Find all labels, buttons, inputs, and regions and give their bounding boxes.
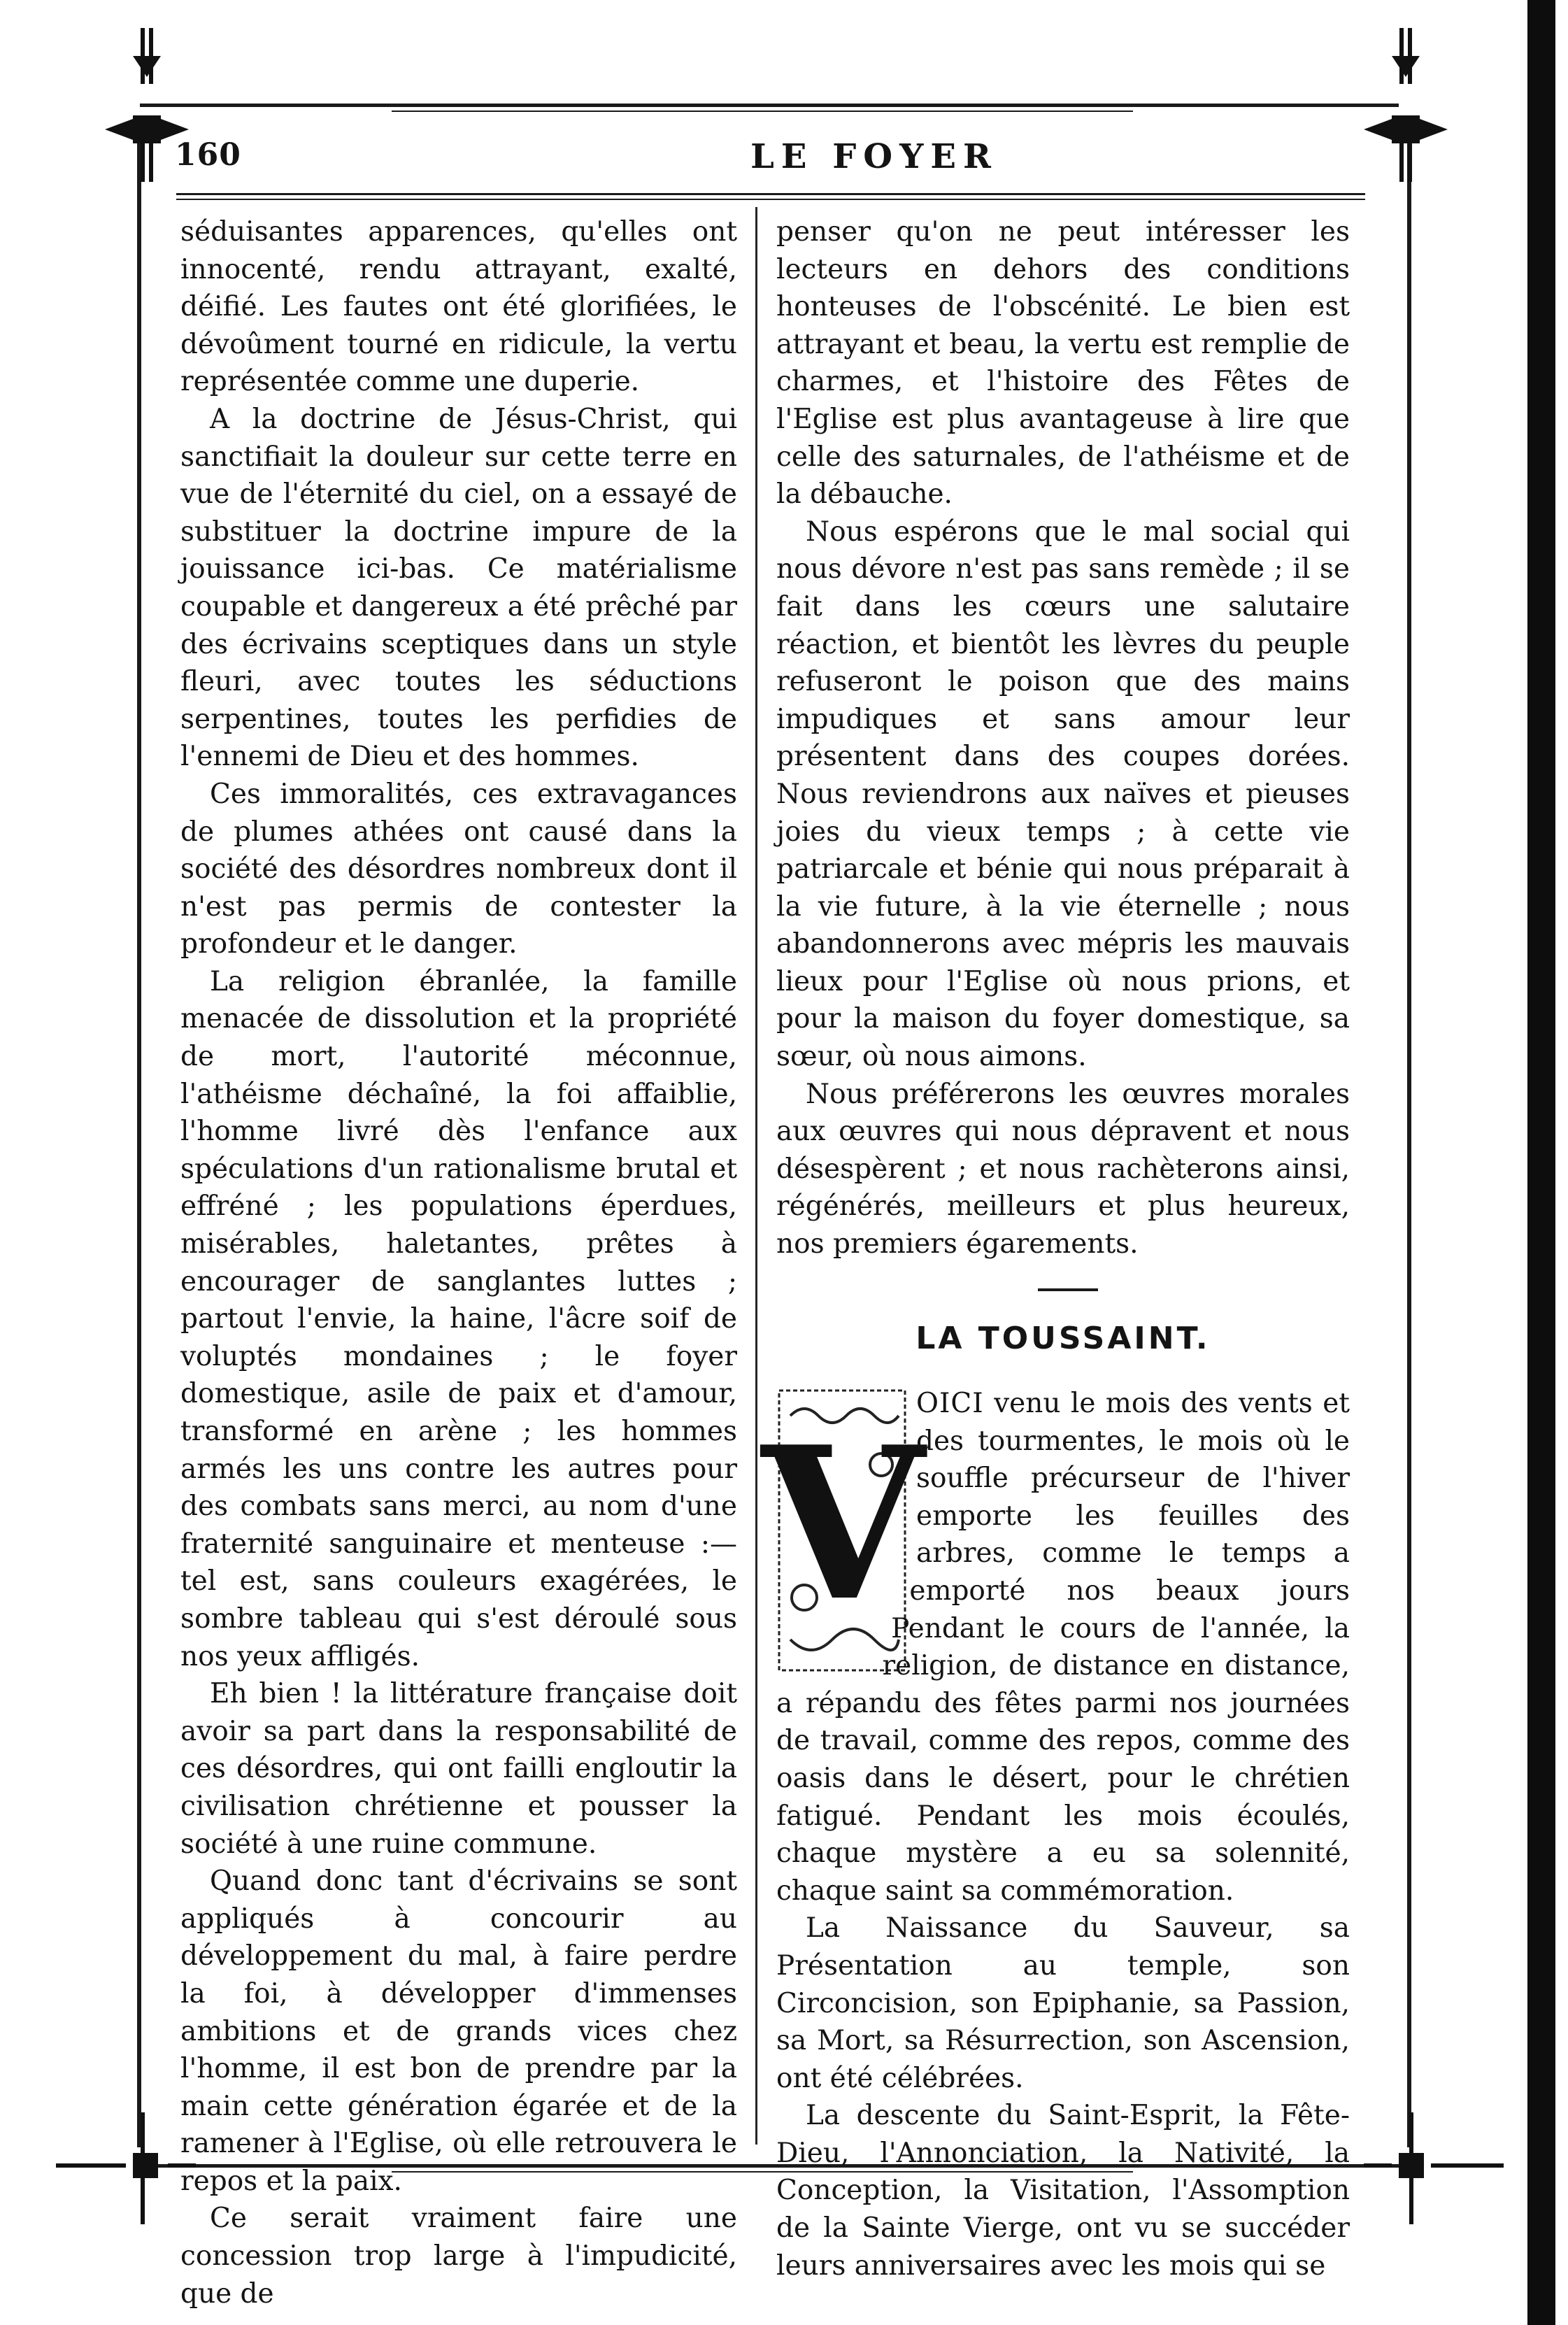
paragraph: Ce serait vraiment faire une concession trop large à l'impudicité, que de bbox=[180, 2203, 737, 2310]
paragraph: Quand donc tant d'écrivains se sont appliqués à concourir au développement du mal, à faire perdre la foi, à développer d'immenses ambitions et de grands vices chez l'homme, il est bon de prendre par la main cette génération égarée et de la ramener à l'Eglise, où elle retrouvera le repos et la paix. bbox=[180, 1865, 737, 2197]
page-edge-shadow bbox=[1527, 0, 1555, 2325]
paragraph: Ces immoralités, ces extravagances de plumes athées ont causé dans la société des désordres nombreux dont il n'est pas permis de contester la profondeur et le danger. bbox=[180, 778, 737, 960]
column-divider bbox=[755, 207, 757, 2145]
paragraph: penser qu'on ne peut intéresser les lecteurs en dehors des conditions honteuses de l'obscénité. Le bien est attrayant et beau, la vertu est remplie de charmes, et l'histoire des Fêtes de l'Eglise est plus avantageuse à lire que celle des saturnales, de l'athéisme et de la débauche. bbox=[776, 216, 1350, 511]
running-title: LE FOYER bbox=[750, 137, 998, 176]
corner-ornament-bottom-right bbox=[1364, 2112, 1504, 2224]
article-paragraph: La descente du Saint-Esprit, la Fête-Dieu, l'Annonciation, la Nativité, la Conception, la Visitation, l'Assomption de la Sainte Vierge, ont vu se succéder leurs anniversaires avec les mois qui se bbox=[776, 2100, 1350, 2282]
paragraph: Eh bien ! la littérature française doit avoir sa part dans la responsabilité de ces désordres, qui ont failli engloutir la civilisation chrétienne et pousser la société à une ruine commune. bbox=[180, 1678, 737, 1860]
page-number: 160 bbox=[175, 137, 241, 173]
left-border-rule bbox=[137, 119, 141, 2147]
paragraph: A la doctrine de Jésus-Christ, qui sanctifiait la douleur sur cette terre en vue de l'éternité du ciel, on a essayé de substituer la doctrine impure de la jouissance ici-bas. Ce matérialisme coupable et dangereux a été prêché par des écrivains sceptiques dans un style fleuri, avec toutes les séductions serpentines, toutes les perfidies de l'ennemi de Dieu et des hommes. bbox=[180, 403, 737, 773]
section-separator bbox=[1038, 1288, 1098, 1291]
left-column bbox=[180, 213, 737, 2312]
paragraph: Nous préférerons les œuvres morales aux œuvres qui nous dépravent et nous désespèrent ; et nous rachèterons ainsi, régénérés, meilleurs et plus heureux, nos premiers égarements. bbox=[776, 1078, 1350, 1260]
ornamental-dropcap bbox=[761, 1388, 925, 1681]
header-rule bbox=[176, 193, 1365, 195]
right-column bbox=[776, 213, 1350, 1263]
paragraph: séduisantes apparences, qu'elles ont innocenté, rendu attrayant, exalté, déifié. Les fautes ont été glorifiées, le dévoûment tourné en ridicule, la vertu représentée comme une duperie. bbox=[180, 216, 737, 398]
corner-ornament-bottom-left bbox=[56, 2112, 196, 2224]
page-header bbox=[175, 137, 1413, 186]
paragraph: Nous espérons que le mal social qui nous dévore n'est pas sans remède ; il se fait dans les cœurs une salutaire réaction, et bientôt les lèvres du peuple refuseront le poison que des mains impudiques et sans amour leur présentent dans des coupes dorées. Nous reviendrons aux naïves et pieuses joies du vieux temps ; à cette vie patriarcale et bénie qui nous préparait à la vie future, à la vie éternelle ; nous abandonnerons avec mépris les mauvais lieux pour l'Eglise où nous prions, et pour la maison du foyer domestique, sa sœur, où nous aimons. bbox=[776, 516, 1350, 1073]
article-body bbox=[761, 1385, 1350, 2284]
article-title: LA TOUSSAINT. bbox=[915, 1321, 1211, 1356]
dropcap-letter: V bbox=[761, 1400, 925, 1647]
article-paragraph: La Naissance du Sauveur, sa Présentation au temple, son Circoncision, son Epiphanie, sa Passion, sa Mort, sa Résurrection, son Ascension, ont été célébrées. bbox=[776, 1912, 1350, 2094]
paragraph: La religion ébranlée, la famille menacée de dissolution et la propriété de mort, l'autorité méconnue, l'athéisme déchaîné, la foi affaiblie, l'homme livré dès l'enfance aux spéculations d'un rationalisme brutal et effréné ; les populations éperdues, misérables, haletantes, prêtes à encourager de sanglantes luttes ; partout l'envie, la haine, l'âcre soif de voluptés mondaines ; le foyer domestique, asile de paix et d'amour, transformé en arène ; les hommes armés les uns contre les autres pour des combats sans merci, au nom d'une fraternité sanguinaire et menteuse :— tel est, sans couleurs exagérées, le sombre tableau qui s'est déroulé sous nos yeux affligés. bbox=[180, 965, 737, 1672]
top-border-rule-thin bbox=[392, 111, 1133, 112]
header-rule-second bbox=[176, 199, 1365, 200]
right-border-rule bbox=[1407, 119, 1411, 2147]
article-first-word: OICI bbox=[916, 1388, 984, 1419]
top-border-rule bbox=[140, 104, 1399, 107]
article-paragraph-text: venu le mois des vents et des tourmentes, le mois où le souffle précurseur de l'hiver emporte les feuilles des arbres, comme le temps a emporté nos beaux jours Pendant le cours de l'année, la religion, de distance en distance, a répandu des fêtes parmi nos journées de travail, comme des repos, comme des oasis dans le désert, pour le chrétien fatigué. Pendant les mois écoulés, chaque mystère a eu sa solennité, chaque saint sa commémoration. bbox=[776, 1388, 1350, 1907]
